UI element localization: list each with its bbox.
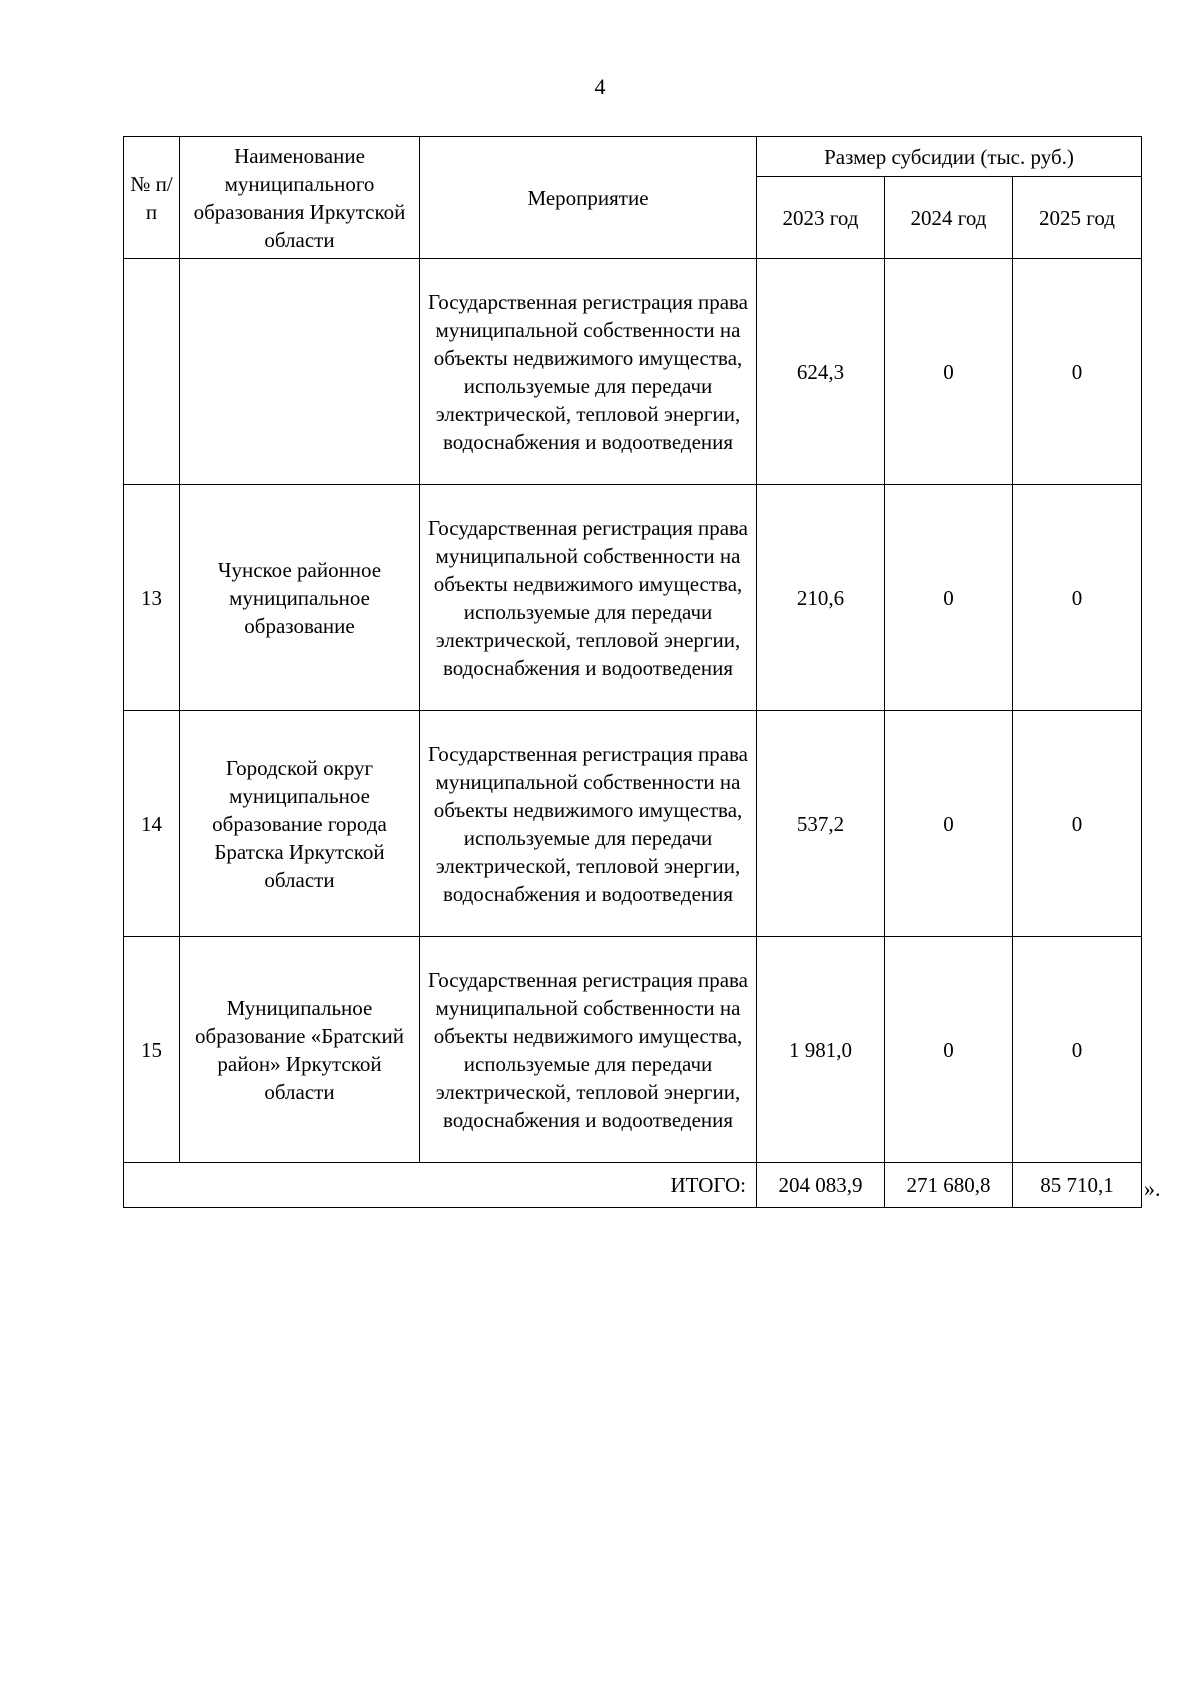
cell-value-2025: 0 (1013, 937, 1142, 1163)
subsidy-table (123, 136, 1142, 1208)
cell-value-2023: 1 981,0 (757, 937, 885, 1163)
closing-quote: ». (1144, 1176, 1161, 1201)
header-year-2024: 2024 год (885, 177, 1013, 259)
header-name: Наименование муниципального образования Иркутской области (180, 137, 420, 259)
cell-value-2024: 0 (885, 259, 1013, 485)
cell-name-empty (180, 259, 420, 485)
cell-value-2025: 0 (1013, 711, 1142, 937)
cell-activity: Государственная регистрация права муниципальной собственности на объекты недвижимого имущества, используемые для передачи электрической, тепловой энергии, водоснабжения и водоотведения (420, 259, 757, 485)
header-subsidy-group: Размер субсидии (тыс. руб.) (757, 137, 1142, 177)
cell-activity: Государственная регистрация права муниципальной собственности на объекты недвижимого имущества, используемые для передачи электрической, тепловой энергии, водоснабжения и водоотведения (420, 937, 757, 1163)
cell-num: 14 (124, 711, 180, 937)
cell-value-2025: 0 (1013, 259, 1142, 485)
header-year-2025: 2025 год (1013, 177, 1142, 259)
cell-activity: Государственная регистрация права муниципальной собственности на объекты недвижимого имущества, используемые для передачи электрической, тепловой энергии, водоснабжения и водоотведения (420, 711, 757, 937)
cell-value-2024: 0 (885, 937, 1013, 1163)
total-label: ИТОГО: (124, 1163, 757, 1208)
total-value-2025: 85 710,1 (1013, 1163, 1142, 1208)
cell-value-2025: 0 (1013, 485, 1142, 711)
table-row (124, 259, 1142, 485)
cell-value-2024: 0 (885, 485, 1013, 711)
header-row-top (124, 137, 1142, 177)
cell-activity: Государственная регистрация права муниципальной собственности на объекты недвижимого имущества, используемые для передачи электрической, тепловой энергии, водоснабжения и водоотведения (420, 485, 757, 711)
total-row (124, 1163, 1142, 1208)
header-activity: Мероприятие (420, 137, 757, 259)
cell-value-2023: 537,2 (757, 711, 885, 937)
total-value-2023: 204 083,9 (757, 1163, 885, 1208)
page-number: 4 (594, 74, 606, 99)
cell-num: 15 (124, 937, 180, 1163)
cell-value-2023: 624,3 (757, 259, 885, 485)
cell-name: Чунское районное муниципальное образование (180, 485, 420, 711)
header-year-2023: 2023 год (757, 177, 885, 259)
table-row (124, 711, 1142, 937)
cell-name: Городской округ муниципальное образование города Братска Иркутской области (180, 711, 420, 937)
header-num: № п/п (124, 137, 180, 259)
cell-value-2023: 210,6 (757, 485, 885, 711)
total-value-2024: 271 680,8 (885, 1163, 1013, 1208)
cell-num-empty (124, 259, 180, 485)
cell-num: 13 (124, 485, 180, 711)
cell-value-2024: 0 (885, 711, 1013, 937)
table-row (124, 485, 1142, 711)
cell-name: Муниципальное образование «Братский район» Иркутской области (180, 937, 420, 1163)
table-row (124, 937, 1142, 1163)
